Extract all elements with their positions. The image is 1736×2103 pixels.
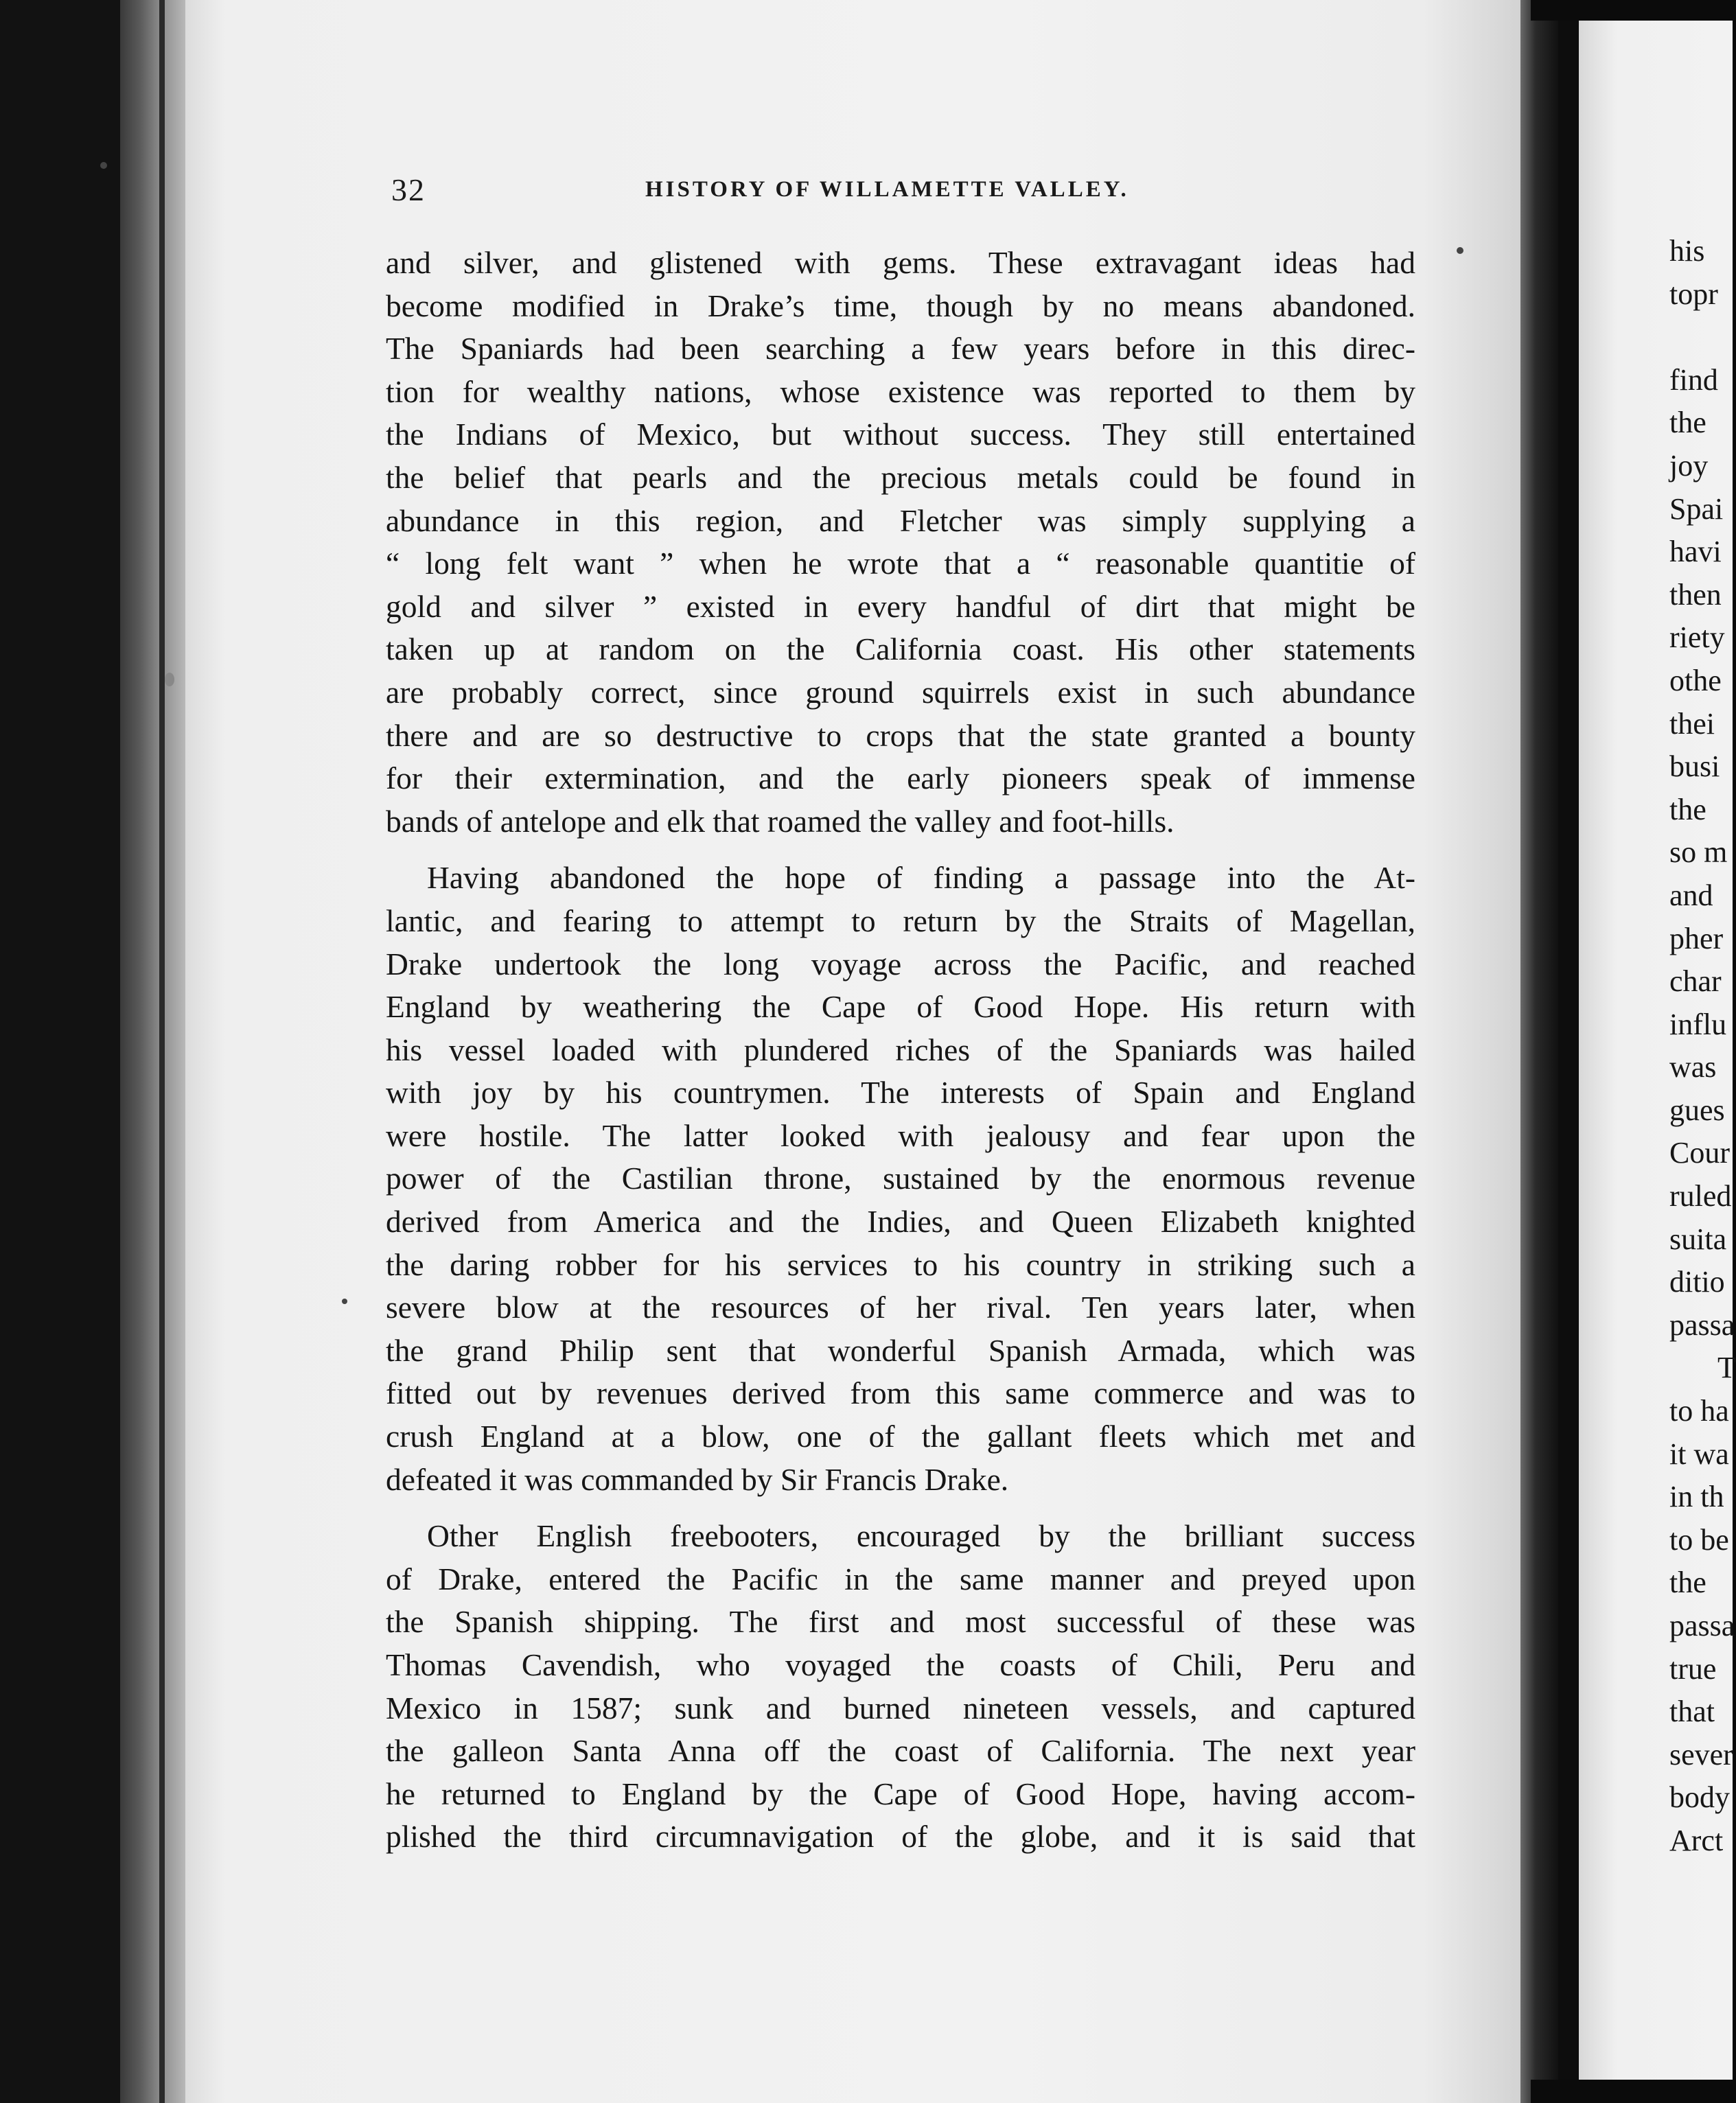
- spine-shadow-line: [159, 0, 165, 2103]
- fragment-line: [1669, 316, 1733, 359]
- fragment-line: sever: [1669, 1737, 1733, 1771]
- text-line: the grand Philip sent that wonderful Spanish Armada, which was: [386, 1332, 1415, 1368]
- top-dark-band: [1531, 0, 1733, 21]
- text-line: his vessel loaded with plundered riches of the Spaniards was hailed: [386, 1032, 1415, 1067]
- fragment-line: gues: [1669, 1093, 1725, 1127]
- fragment-line: busi: [1669, 750, 1720, 784]
- fragment-line: passa: [1669, 1609, 1735, 1642]
- text-line: there and are so destructive to crops that the state granted a bounty: [386, 717, 1415, 753]
- scan-speck: [342, 1299, 347, 1304]
- fragment-line: riety: [1669, 620, 1725, 655]
- fragment-line: the: [1669, 1566, 1706, 1600]
- adjacent-page-text: [1669, 230, 1736, 1863]
- text-line: Other English freebooters, encouraged by the brilliant success: [427, 1518, 1415, 1554]
- text-line: taken up at random on the California coast. His other statements: [386, 631, 1415, 667]
- fragment-line: Arct: [1669, 1823, 1724, 1857]
- fragment-line: and: [1669, 878, 1713, 912]
- text-line: tion for wealthy nations, whose existence was reported to them by: [386, 373, 1415, 409]
- fragment-line: find: [1669, 362, 1718, 397]
- book-spine-edge: [120, 0, 185, 2103]
- next-page-divider: [1558, 0, 1579, 2103]
- fragment-line: his: [1669, 234, 1705, 268]
- text-line: severe blow at the resources of her rival. Ten years later, when: [386, 1290, 1415, 1325]
- text-line: “ long felt want ” when he wrote that a “ reasonable quantitie of: [386, 546, 1415, 581]
- fragment-line: thei: [1669, 706, 1715, 741]
- page-gutter: [1520, 0, 1558, 2103]
- text-line: the galleon Santa Anna off the coast of California. The next year: [386, 1733, 1415, 1769]
- scan-speck: [165, 673, 174, 686]
- fragment-line: Cour: [1669, 1136, 1730, 1170]
- page-number: 32: [391, 172, 426, 207]
- fragment-line: joy: [1669, 448, 1709, 483]
- fragment-line: in th: [1669, 1480, 1724, 1514]
- fragment-line: ditio: [1669, 1265, 1725, 1299]
- text-line: with joy by his countrymen. The interests of Spain and England: [386, 1075, 1415, 1111]
- text-line: Drake undertook the long voyage across the Pacific, and reached: [386, 946, 1415, 981]
- fragment-line: ruled: [1669, 1179, 1732, 1213]
- text-line: the Spanish shipping. The first and most successful of these was: [386, 1604, 1415, 1640]
- text-line: Mexico in 1587; sunk and burned nineteen vessels, and captured: [386, 1690, 1415, 1726]
- text-line: Thomas Cavendish, who voyaged the coasts of Chili, Peru and: [386, 1647, 1415, 1682]
- fragment-line: T: [1717, 1351, 1736, 1385]
- fragment-line: influ: [1669, 1007, 1727, 1041]
- text-line: the belief that pearls and the precious metals could be found in: [386, 459, 1415, 495]
- text-line: power of the Castilian throne, sustained by the enormous revenue: [386, 1161, 1415, 1196]
- text-line: the daring robber for his services to his country in striking such a: [386, 1246, 1415, 1282]
- paragraph-gap: [386, 843, 1415, 857]
- fragment-line: the: [1669, 792, 1706, 826]
- text-line: he returned to England by the Cape of Good Hope, having accom-: [386, 1776, 1415, 1811]
- scan-speck: [100, 162, 107, 169]
- text-line: for their extermination, and the early pioneers speak of immense: [386, 760, 1415, 796]
- text-line: and silver, and glistened with gems. These extravagant ideas had: [386, 245, 1415, 280]
- fragment-line: was: [1669, 1050, 1717, 1084]
- paragraph-gap: [386, 1501, 1415, 1515]
- text-line: plished the third circumnavigation of the globe, and it is said that: [386, 1819, 1415, 1855]
- fragment-line: passa: [1669, 1308, 1735, 1342]
- fragment-line: to be: [1669, 1522, 1729, 1557]
- bottom-dark-band: [1531, 2080, 1733, 2103]
- fragment-line: true: [1669, 1651, 1717, 1686]
- fragment-line: suita: [1669, 1222, 1727, 1256]
- fragment-line: so m: [1669, 835, 1728, 870]
- fragment-line: othe: [1669, 663, 1722, 697]
- fragment-line: body: [1669, 1780, 1730, 1815]
- text-line: lantic, and fearing to attempt to return by the Straits of Magellan,: [386, 903, 1415, 938]
- text-line: of Drake, entered the Pacific in the same manner and preyed upon: [386, 1561, 1415, 1596]
- fragment-line: char: [1669, 964, 1722, 999]
- text-line: gold and silver ” existed in every handful of dirt that might be: [386, 588, 1415, 624]
- text-line: were hostile. The latter looked with jealousy and fear upon the: [386, 1117, 1415, 1153]
- fragment-line: that: [1669, 1695, 1715, 1729]
- text-line: abundance in this region, and Fletcher was simply supplying a: [386, 502, 1415, 538]
- text-line: Having abandoned the hope of finding a passage into the At-: [427, 860, 1415, 896]
- fragment-line: Spai: [1669, 491, 1724, 526]
- text-line: are probably correct, since ground squirrels exist in such abundance: [386, 674, 1415, 710]
- text-line: fitted out by revenues derived from this same commerce and was to: [386, 1375, 1415, 1411]
- fragment-line: then: [1669, 577, 1722, 612]
- text-line: England by weathering the Cape of Good Hope. His return with: [386, 989, 1415, 1025]
- text-line: derived from America and the Indies, and Queen Elizabeth knighted: [386, 1204, 1415, 1240]
- text-line: defeated it was commanded by Sir Francis Drake.: [386, 1461, 1009, 1497]
- fragment-line: havi: [1669, 535, 1722, 569]
- fragment-line: it wa: [1669, 1437, 1729, 1471]
- text-line: bands of antelope and elk that roamed the valley and foot-hills.: [386, 803, 1174, 839]
- fragment-line: pher: [1669, 921, 1724, 955]
- left-dark-margin: [0, 0, 120, 2103]
- text-line: the Indians of Mexico, but without success. They still entertained: [386, 417, 1415, 452]
- fragment-line: the: [1669, 406, 1706, 440]
- scan-speck: [1457, 247, 1463, 254]
- text-line: The Spaniards had been searching a few years before in this direc-: [386, 331, 1415, 367]
- body-text: [386, 242, 1415, 1859]
- fragment-line: topr: [1669, 277, 1718, 311]
- fragment-line: to ha: [1669, 1394, 1729, 1428]
- running-head: HISTORY OF WILLAMETTE VALLEY.: [645, 177, 1129, 202]
- text-line: crush England at a blow, one of the gallant fleets which met and: [386, 1419, 1415, 1454]
- text-line: become modified in Drake’s time, though by no means abandoned.: [386, 288, 1415, 323]
